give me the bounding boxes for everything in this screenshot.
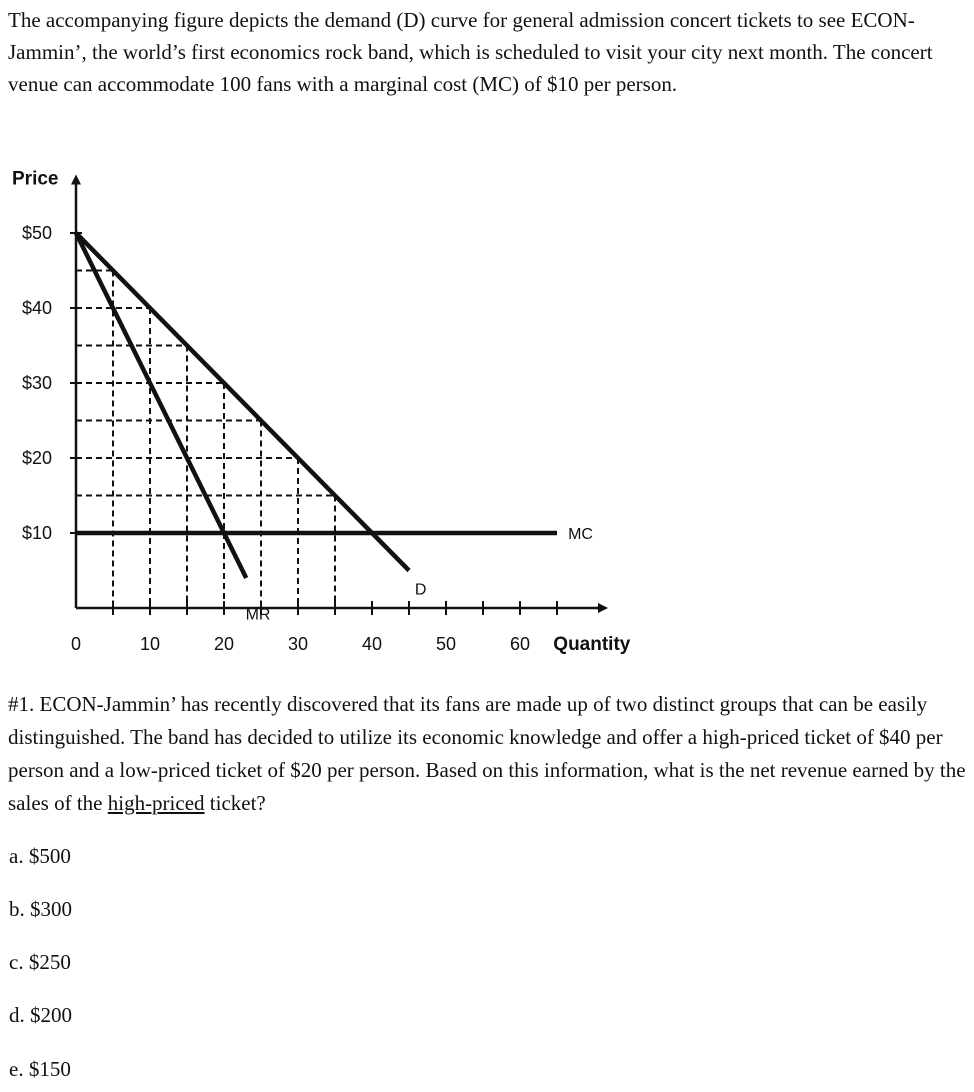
x-axis-arrow-icon (598, 603, 608, 613)
series-layer (76, 233, 557, 578)
x-axis-label: Quantity (553, 634, 631, 655)
question-text (8, 688, 966, 820)
y-tick-label-1: $20 (22, 448, 53, 468)
question-underlined-term: high-priced (107, 791, 205, 815)
x-tick-label-3: 30 (287, 634, 309, 654)
choice-a[interactable]: a. $500 (9, 844, 71, 868)
labels-layer (12, 169, 631, 656)
question-text-part1: #1. ECON-Jammin’ has recently discovered that its fans are made up of two distinct groups that can be easily distinguished. The band has decided to utilize its economic knowledge and offer a high-priced ticket of $40 per person and a low-priced ticket of $20 per person. Based on this information, what is the net revenue earned by the sales of the (8, 692, 966, 815)
x-tick-label-1: 10 (139, 634, 161, 654)
series-mc-label: MC (568, 526, 593, 543)
series-d-line (76, 233, 409, 571)
series-mr-line (76, 233, 246, 578)
y-tick-label-0: $10 (22, 523, 53, 543)
question-text-part2: ticket? (204, 791, 266, 815)
grid-layer (76, 271, 335, 609)
x-tick-label-6: 60 (509, 634, 531, 654)
y-tick-label-3: $40 (22, 298, 53, 318)
choice-c[interactable]: c. $250 (9, 950, 71, 974)
choice-b[interactable]: b. $300 (9, 897, 72, 921)
y-tick-label-4: $50 (22, 223, 53, 243)
series-d-label: D (414, 581, 427, 599)
x-tick-label-2: 20 (213, 634, 235, 654)
x-tick-label-5: 50 (435, 634, 457, 654)
choice-d[interactable]: d. $200 (9, 1003, 72, 1027)
x-tick-label-0: 0 (70, 634, 82, 654)
x-tick-label-4: 40 (361, 634, 383, 654)
y-tick-label-2: $30 (22, 373, 53, 393)
demand-chart (0, 150, 700, 670)
series-mr-label: MR (245, 606, 271, 624)
y-axis-label: Price (12, 168, 59, 190)
y-axis-arrow-icon (71, 175, 81, 185)
choice-e[interactable]: e. $150 (9, 1057, 71, 1081)
problem-intro: The accompanying figure depicts the demand (D) curve for general admission concert tickets to see ECON-Jammin’, the world’s first economics rock band, which is scheduled to visit your city next month. The concert venue can accommodate 100 fans with a marginal cost (MC) of $10 per person. (8, 8, 933, 96)
